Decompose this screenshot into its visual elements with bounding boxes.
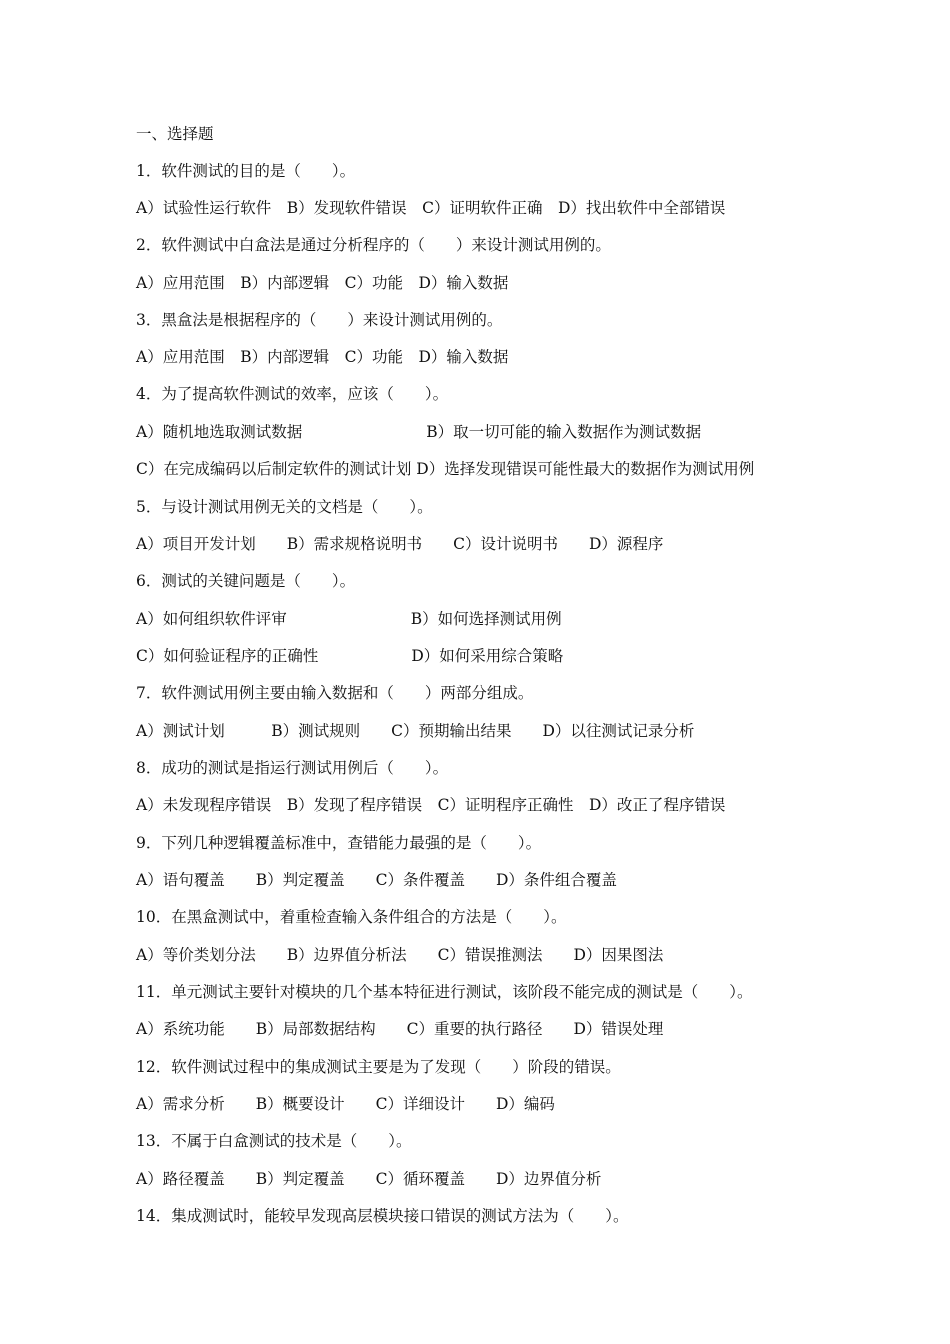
- question-6-stem: 6．测试的关键问题是（ ）。: [136, 572, 356, 590]
- question-12-options: A）需求分析 B）概要设计 C）详细设计 D）编码: [136, 1095, 555, 1113]
- question-10-stem: 10．在黑盒测试中，着重检查输入条件组合的方法是（ ）。: [136, 908, 567, 926]
- question-7-stem: 7．软件测试用例主要由输入数据和（ ）两部分组成。: [136, 684, 534, 702]
- question-8-options: A）未发现程序错误 B）发现了程序错误 C）证明程序正确性 D）改正了程序错误: [136, 796, 726, 814]
- question-13-stem: 13．不属于白盒测试的技术是（ ）。: [136, 1132, 412, 1150]
- question-4-options-line-2: C）在完成编码以后制定软件的测试计划 D）选择发现错误可能性最大的数据作为测试用例: [136, 460, 755, 478]
- question-12-stem: 12．软件测试过程中的集成测试主要是为了发现（ ）阶段的错误。: [136, 1058, 621, 1076]
- question-3-stem: 3．黑盒法是根据程序的（ ）来设计测试用例的。: [136, 311, 503, 329]
- question-13-options: A）路径覆盖 B）判定覆盖 C）循环覆盖 D）边界值分析: [136, 1170, 602, 1188]
- question-1-options: A）试验性运行软件 B）发现软件错误 C）证明软件正确 D）找出软件中全部错误: [136, 199, 726, 217]
- question-5-options: A）项目开发计划 B）需求规格说明书 C）设计说明书 D）源程序: [136, 535, 664, 553]
- question-9-options: A）语句覆盖 B）判定覆盖 C）条件覆盖 D）条件组合覆盖: [136, 871, 617, 889]
- question-14-stem: 14．集成测试时，能较早发现高层模块接口错误的测试方法为（ ）。: [136, 1207, 629, 1225]
- question-3-options: A）应用范围 B）内部逻辑 C）功能 D）输入数据: [136, 348, 509, 366]
- question-2-stem: 2．软件测试中白盒法是通过分析程序的（ ）来设计测试用例的。: [136, 236, 611, 254]
- section-title: 一、选择题: [136, 125, 214, 143]
- question-2-options: A）应用范围 B）内部逻辑 C）功能 D）输入数据: [136, 274, 509, 292]
- question-6-options-line-1: A）如何组织软件评审 B）如何选择测试用例: [136, 610, 562, 628]
- question-1-stem: 1．软件测试的目的是（ ）。: [136, 162, 356, 180]
- question-8-stem: 8．成功的测试是指运行测试用例后（ ）。: [136, 759, 449, 777]
- question-4-stem: 4．为了提高软件测试的效率，应该（ ）。: [136, 385, 449, 403]
- question-7-options: A）测试计划 B）测试规则 C）预期输出结果 D）以往测试记录分析: [136, 722, 695, 740]
- question-6-options-line-2: C）如何验证程序的正确性 D）如何采用综合策略: [136, 647, 564, 665]
- question-5-stem: 5．与设计测试用例无关的文档是（ ）。: [136, 498, 433, 516]
- question-9-stem: 9．下列几种逻辑覆盖标准中，查错能力最强的是（ ）。: [136, 834, 542, 852]
- question-4-options-line-1: A）随机地选取测试数据 B）取一切可能的输入数据作为测试数据: [136, 423, 702, 441]
- question-10-options: A）等价类划分法 B）边界值分析法 C）错误推测法 D）因果图法: [136, 946, 664, 964]
- question-11-stem: 11．单元测试主要针对模块的几个基本特征进行测试，该阶段不能完成的测试是（ ）。: [136, 983, 753, 1001]
- question-11-options: A）系统功能 B）局部数据结构 C）重要的执行路径 D）错误处理: [136, 1020, 664, 1038]
